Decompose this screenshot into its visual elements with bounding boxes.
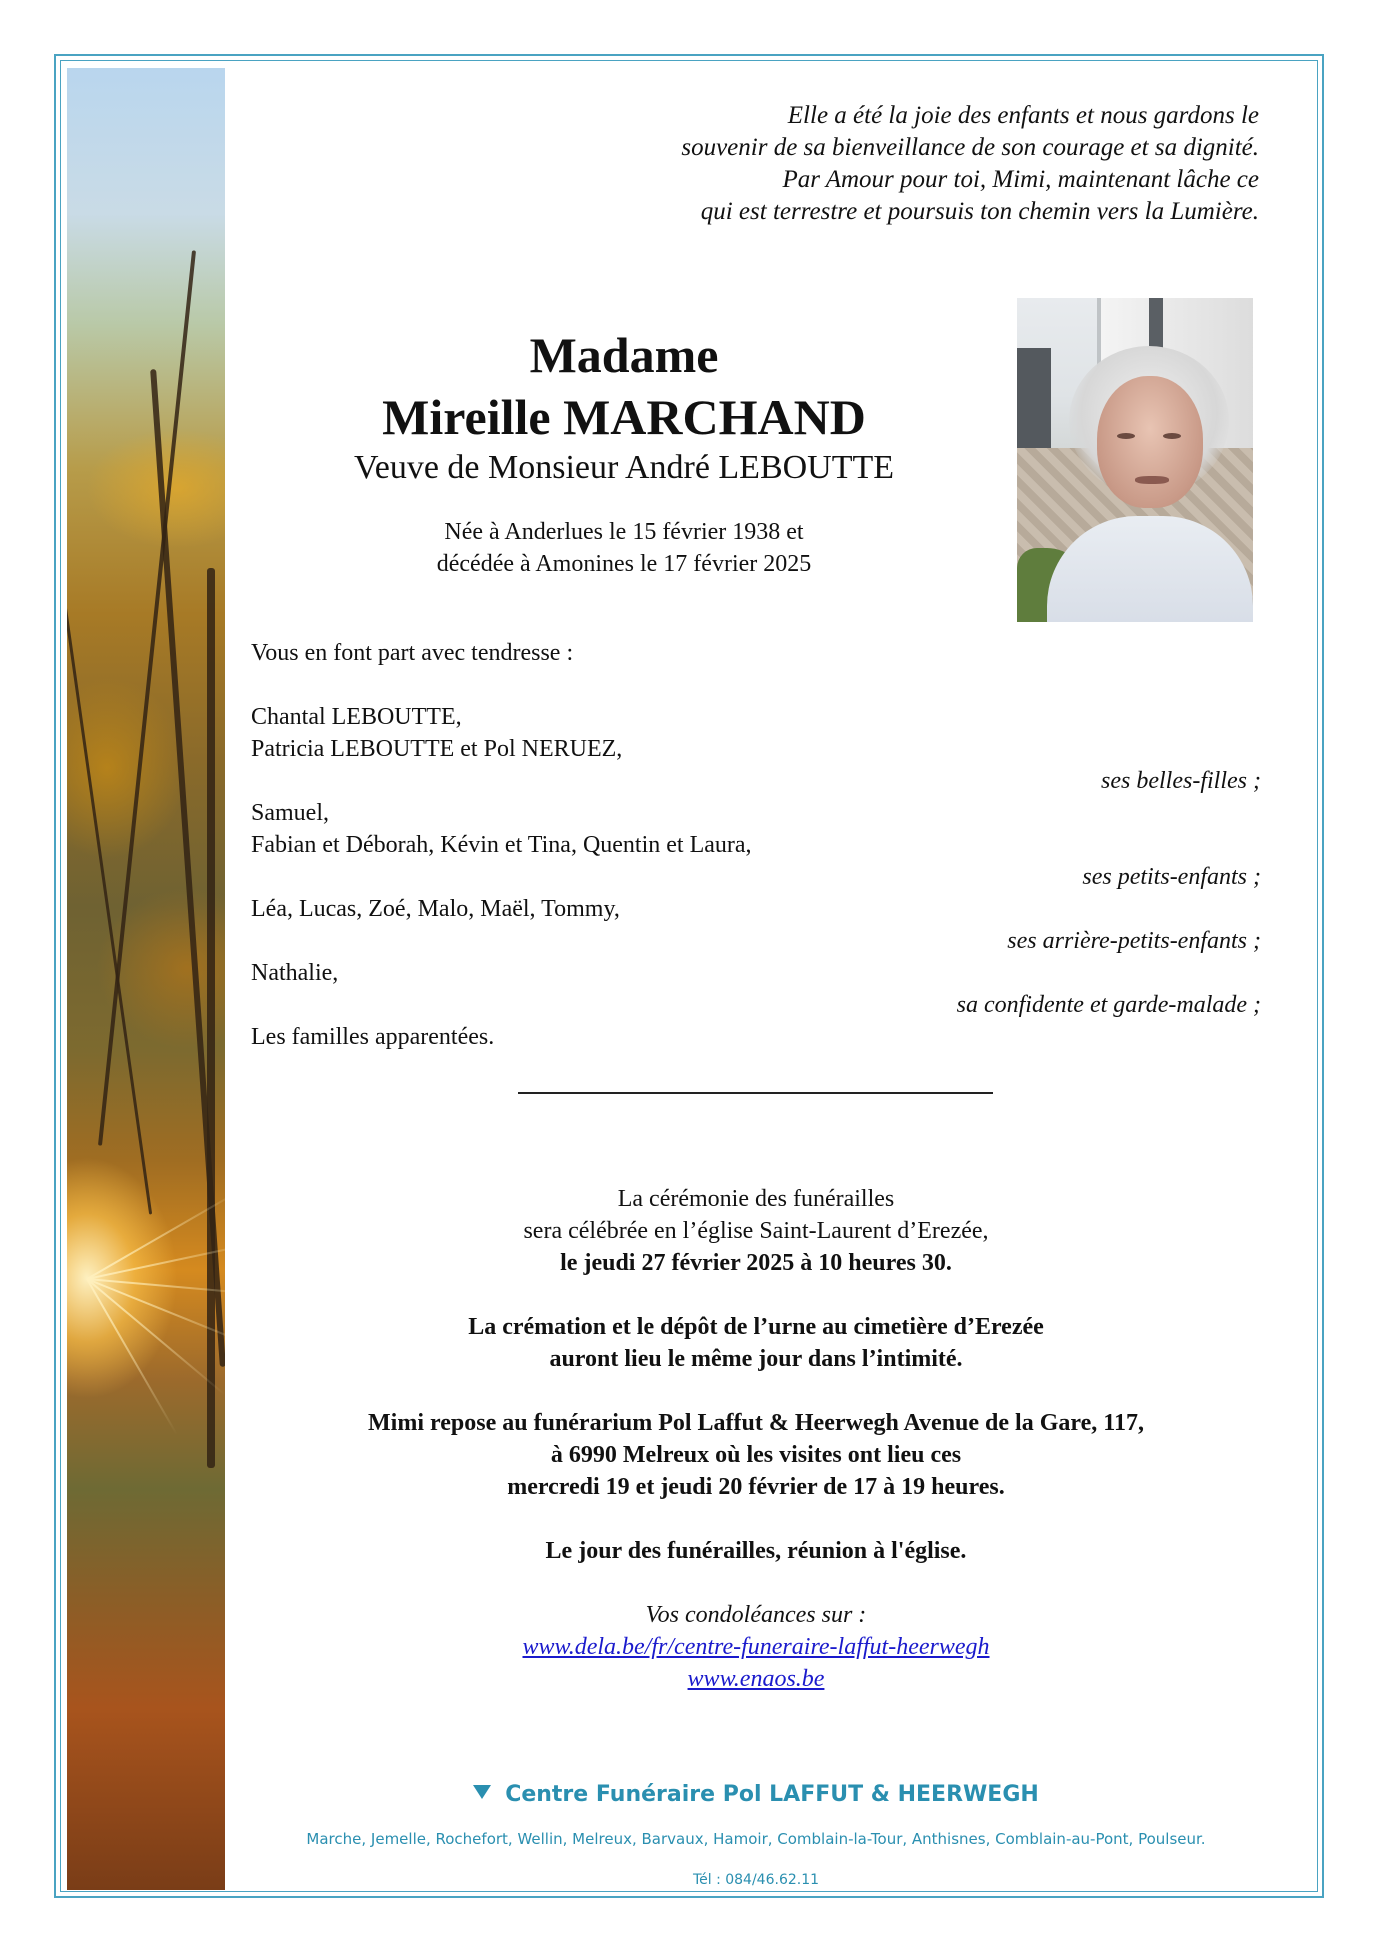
- condolences-link-dela[interactable]: www.dela.be/fr/centre-funeraire-laffut-heerwegh: [522, 1634, 990, 1660]
- family-role: sa confidente et garde-malade ;: [956, 992, 1261, 1018]
- triangle-down-icon: [473, 1785, 491, 1799]
- ceremony-line: La cérémonie des funérailles: [617, 1186, 895, 1212]
- cremation-line: La crémation et le dépôt de l’urne au cimetière d’Erezée: [468, 1314, 1044, 1340]
- funeral-home-phone: Tél : 084/46.62.11: [692, 1872, 820, 1888]
- portrait-photo: [1017, 298, 1253, 622]
- announcement-intro: Vous en font part avec tendresse :: [251, 640, 574, 666]
- family-member: Fabian et Déborah, Kévin et Tina, Quentin et Laura,: [251, 832, 752, 858]
- quote-line: souvenir de sa bienveillance de son courage et sa dignité.: [681, 134, 1259, 161]
- family-role: ses petits-enfants ;: [1082, 864, 1261, 890]
- separator-line: [518, 1092, 993, 1094]
- family-member: Les familles apparentées.: [251, 1024, 495, 1050]
- family-role: ses arrière-petits-enfants ;: [1007, 928, 1261, 954]
- funeral-home-footer: [251, 1780, 1261, 1890]
- quote-line: qui est terrestre et poursuis ton chemin vers la Lumière.: [700, 198, 1259, 225]
- condolences-link-enaos[interactable]: www.enaos.be: [687, 1666, 825, 1692]
- family-member: Patricia LEBOUTTE et Pol NERUEZ,: [251, 736, 623, 762]
- condolences-label: Vos condoléances sur :: [645, 1602, 867, 1628]
- quote-line: Par Amour pour toi, Mimi, maintenant lâche ce: [782, 166, 1259, 193]
- meeting-line: Le jour des funérailles, réunion à l'église.: [545, 1538, 967, 1564]
- family-member: Chantal LEBOUTTE,: [251, 704, 462, 730]
- epigraph-quote: [499, 100, 1259, 228]
- cremation-line: auront lieu le même jour dans l’intimité.: [549, 1346, 963, 1372]
- deceased-name: Mireille MARCHAND: [382, 389, 866, 445]
- visit-line: à 6990 Melreux où les visites ont lieu ces: [550, 1442, 962, 1468]
- family-role: ses belles-filles ;: [1101, 768, 1261, 794]
- honorific: Madame: [529, 327, 719, 383]
- deceased-heading: [251, 324, 997, 580]
- birth-line: Née à Anderlues le 15 février 1938 et: [444, 519, 804, 545]
- visit-line: mercredi 19 et jeudi 20 février de 17 à 19 heures.: [507, 1474, 1005, 1500]
- family-member: Léa, Lucas, Zoé, Malo, Maël, Tommy,: [251, 896, 620, 922]
- family-member: Samuel,: [251, 800, 329, 826]
- spouse-line: Veuve de Monsieur André LEBOUTTE: [353, 449, 895, 486]
- family-member: Nathalie,: [251, 960, 339, 986]
- funeral-home-locations: Marche, Jemelle, Rochefort, Wellin, Melreux, Barvaux, Hamoir, Comblain-la-Tour, Anthisnes, Comblain-au-Pont, Poulseur.: [306, 1830, 1206, 1848]
- quote-line: Elle a été la joie des enfants et nous gardons le: [787, 102, 1259, 129]
- ceremony-date: le jeudi 27 février 2025 à 10 heures 30.: [560, 1250, 952, 1276]
- death-line: décédée à Amonines le 17 février 2025: [436, 551, 812, 577]
- autumn-forest-image: [67, 68, 225, 1890]
- family-announcement: [251, 637, 1261, 1053]
- ceremony-line: sera célébrée en l’église Saint-Laurent d’Erezée,: [523, 1218, 989, 1244]
- visit-line: Mimi repose au funérarium Pol Laffut & Heerwegh Avenue de la Gare, 117,: [368, 1410, 1144, 1436]
- funeral-home-name: Centre Funéraire Pol LAFFUT & HEERWEGH: [505, 1782, 1039, 1807]
- ceremony-details: [251, 1183, 1261, 1695]
